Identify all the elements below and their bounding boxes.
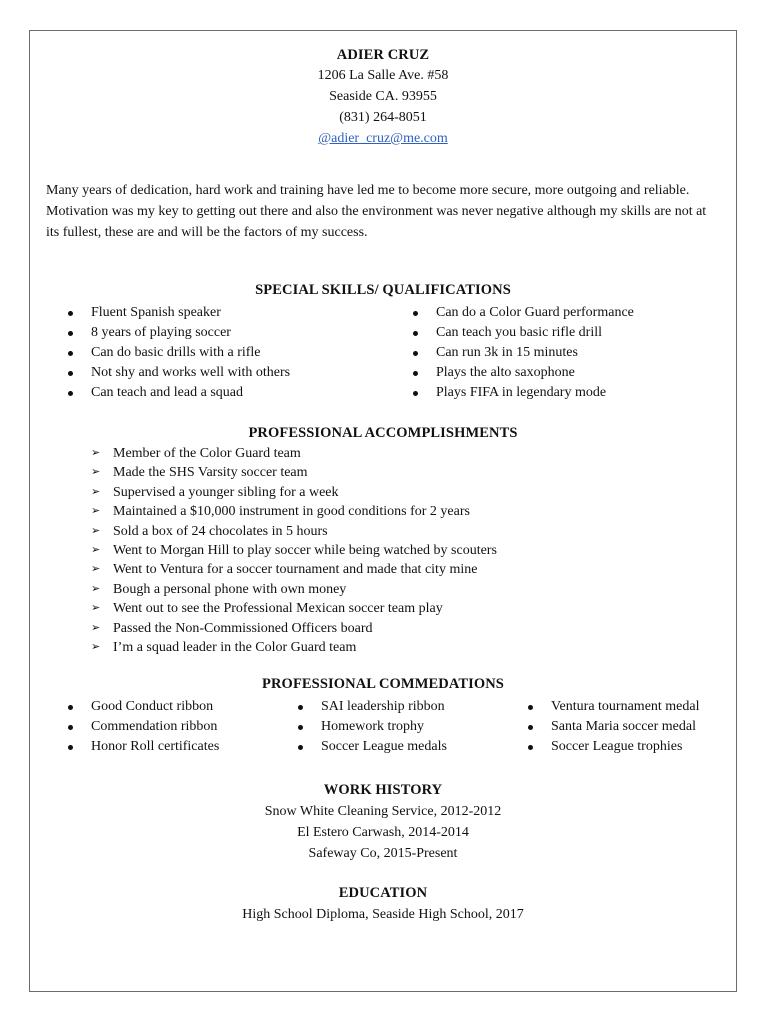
arrow-bullet-icon: ➢	[91, 524, 101, 537]
accomplishment-item: ➢ Sold a box of 24 chocolates in 5 hours	[91, 522, 497, 541]
arrow-bullet-icon: ➢	[91, 602, 101, 615]
commendation-item: Santa Maria soccer medal	[528, 717, 700, 737]
skills-list-left	[68, 303, 290, 403]
commendations-col-1	[68, 697, 219, 757]
accomplishments-list	[91, 444, 497, 657]
address-line-2: Seaside CA. 93955	[329, 89, 437, 104]
arrow-bullet-icon: ➢	[91, 485, 101, 498]
arrow-bullet-icon: ➢	[91, 466, 101, 479]
skill-item: Plays FIFA in legendary mode	[413, 383, 634, 403]
applicant-name: ADIER CRUZ	[336, 47, 430, 63]
email-link[interactable]: @adier_cruz@me.com	[318, 131, 448, 146]
work-item: Safeway Co, 2015-Present	[308, 846, 458, 861]
commendation-item: Soccer League trophies	[528, 737, 700, 757]
skill-item: Can teach and lead a squad	[68, 383, 290, 403]
commendation-item: Homework trophy	[298, 717, 447, 737]
accomplishment-item: ➢ Bough a personal phone with own money	[91, 580, 497, 599]
commendation-item: Honor Roll certificates	[68, 737, 219, 757]
accomplishment-item: ➢ Went to Ventura for a soccer tournament and made that city mine	[91, 560, 497, 579]
accomplishment-item: ➢ Maintained a $10,000 instrument in good conditions for 2 years	[91, 502, 497, 521]
skill-item: Fluent Spanish speaker	[68, 303, 290, 323]
skill-item: Can teach you basic rifle drill	[413, 323, 634, 343]
accomplishment-item: ➢ Passed the Non-Commissioned Officers board	[91, 619, 497, 638]
address-line-1: 1206 La Salle Ave. #58	[317, 68, 449, 83]
accomplishment-item: ➢ Member of the Color Guard team	[91, 444, 497, 463]
education-item: High School Diploma, Seaside High School, 2017	[242, 907, 524, 922]
accomplishments-heading: PROFESSIONAL ACCOMPLISHMENTS	[248, 425, 518, 441]
summary-paragraph: Many years of dedication, hard work and training have led me to become more secure, more outgoing and reliable. Motivation was my key to getting out there and also the environment was never negative although my skills are not at its fullest, these are and will be the factors of my success.	[46, 183, 707, 240]
arrow-bullet-icon: ➢	[91, 505, 101, 518]
arrow-bullet-icon: ➢	[91, 563, 101, 576]
commendations-heading: PROFESSIONAL COMMEDATIONS	[262, 676, 504, 692]
arrow-bullet-icon: ➢	[91, 640, 101, 653]
education-heading: EDUCATION	[338, 885, 428, 901]
commendation-item: Good Conduct ribbon	[68, 697, 219, 717]
commendation-item: SAI leadership ribbon	[298, 697, 447, 717]
commendations-col-3	[528, 697, 700, 757]
accomplishment-item: ➢ Went to Morgan Hill to play soccer while being watched by scouters	[91, 541, 497, 560]
skills-list-right	[413, 303, 634, 403]
commendation-item: Soccer League medals	[298, 737, 447, 757]
work-history-heading: WORK HISTORY	[323, 782, 443, 798]
skill-item: Can run 3k in 15 minutes	[413, 343, 634, 363]
arrow-bullet-icon: ➢	[91, 543, 101, 556]
skill-item: Can do basic drills with a rifle	[68, 343, 290, 363]
accomplishment-item: ➢ I’m a squad leader in the Color Guard team	[91, 638, 497, 657]
accomplishment-item: ➢ Supervised a younger sibling for a week	[91, 483, 497, 502]
skill-item: Can do a Color Guard performance	[413, 303, 634, 323]
skills-heading: SPECIAL SKILLS/ QUALIFICATIONS	[255, 282, 511, 298]
phone-number: (831) 264-8051	[339, 110, 427, 125]
commendation-item: Commendation ribbon	[68, 717, 219, 737]
skill-item: Not shy and works well with others	[68, 363, 290, 383]
email-container	[30, 129, 736, 149]
skill-item: Plays the alto saxophone	[413, 363, 634, 383]
work-item: Snow White Cleaning Service, 2012-2012	[264, 804, 502, 819]
accomplishment-item: ➢ Made the SHS Varsity soccer team	[91, 463, 497, 482]
resume-page	[29, 30, 737, 992]
arrow-bullet-icon: ➢	[91, 447, 101, 459]
arrow-bullet-icon: ➢	[91, 621, 101, 634]
accomplishment-item: ➢ Went out to see the Professional Mexican soccer team play	[91, 599, 497, 618]
commendation-item: Ventura tournament medal	[528, 697, 700, 717]
skill-item: 8 years of playing soccer	[68, 323, 290, 343]
work-item: El Estero Carwash, 2014-2014	[297, 825, 469, 840]
arrow-bullet-icon: ➢	[91, 582, 101, 595]
commendations-col-2	[298, 697, 447, 757]
